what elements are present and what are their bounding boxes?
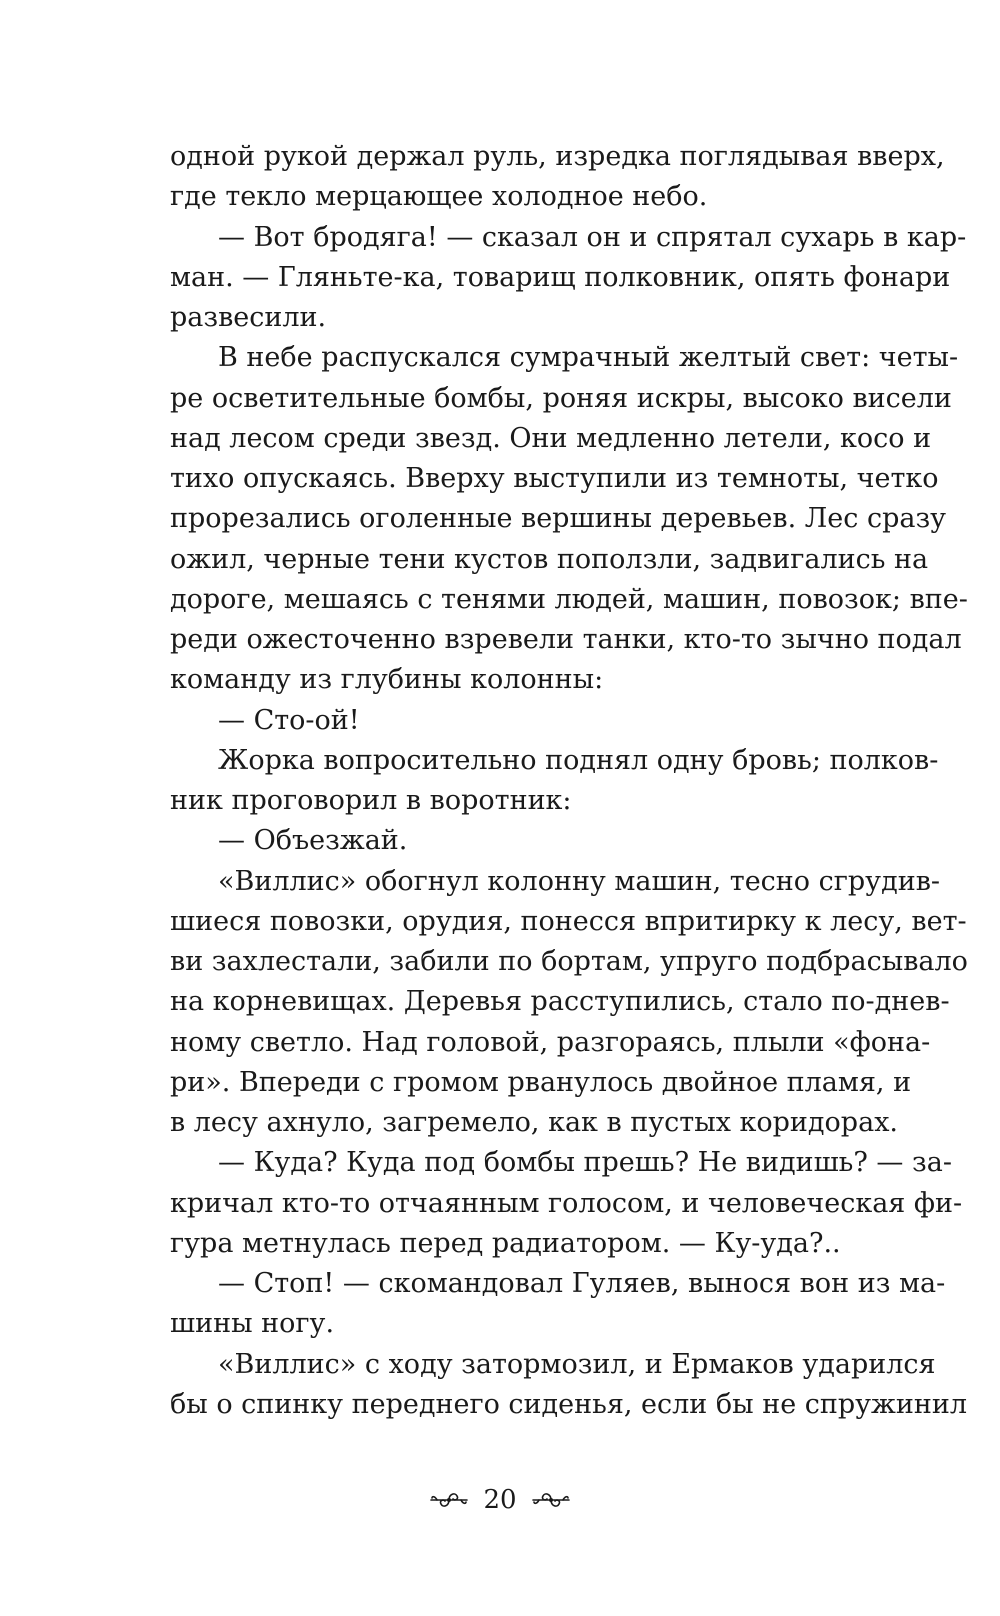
text-line: «Виллис» с ходу затормозил, и Ермаков ударился xyxy=(218,1348,936,1380)
text-line: — Стоп! — скомандовал Гуляев, вынося вон из ма- xyxy=(218,1268,946,1299)
text-line: ожил, черные тени кустов поползли, задвигались на xyxy=(170,543,929,575)
text-line: тихо опускаясь. Вверху выступили из темноты, четко xyxy=(170,463,939,494)
page-number: 20 xyxy=(483,1485,517,1515)
text-line: В небе распускался сумрачный желтый свет: четы- xyxy=(218,342,959,374)
text-line: гура метнулась перед радиатором. — Ку-уда?.. xyxy=(170,1227,841,1259)
text-line: — Объезжай. xyxy=(218,825,408,857)
text-line: ник проговорил в воротник: xyxy=(170,785,572,816)
text-line: развесили. xyxy=(170,302,327,333)
text-line: — Вот бродяга! — сказал он и спрятал сухарь в кар- xyxy=(218,221,967,253)
text-line: реди ожесточенно взревели танки, кто-то зычно подал xyxy=(170,624,962,655)
text-line: ри». Впереди с громом рванулось двойное пламя, и xyxy=(170,1066,912,1098)
right-fleuron-icon xyxy=(531,1488,571,1512)
text-line: ви захлестали, забили по бортам, упруго подбрасывало xyxy=(170,946,968,977)
text-line: — Куда? Куда под бомбы прешь? Не видишь? — за- xyxy=(218,1147,952,1179)
text-line: ре осветительные бомбы, роняя искры, высоко висели xyxy=(170,382,952,414)
text-line: одной рукой держал руль, изредка поглядывая вверх, xyxy=(170,141,945,172)
page-footer xyxy=(0,1478,1000,1522)
text-line: «Виллис» обогнул колонну машин, тесно сгрудив- xyxy=(218,865,941,897)
text-line: на корневищах. Деревья расступились, стало по-днев- xyxy=(170,986,950,1018)
text-line: — Сто-ой! xyxy=(218,704,360,736)
text-line: команду из глубины колонны: xyxy=(170,664,604,696)
text-line: в лесу ахнуло, загремело, как в пустых коридорах. xyxy=(170,1107,898,1138)
text-line: бы о спинку переднего сиденья, если бы не спружинил xyxy=(170,1388,968,1420)
text-line: дороге, мешаясь с тенями людей, машин, повозок; впе- xyxy=(170,583,968,615)
text-line: над лесом среди звезд. Они медленно летели, косо и xyxy=(170,422,932,454)
text-line: ман. — Гляньте-ка, товарищ полковник, опять фонари xyxy=(170,261,951,293)
text-line: где текло мерцающее холодное небо. xyxy=(170,181,708,213)
text-line: шиеся повозки, орудия, понесся впритирку к лесу, вет- xyxy=(170,905,967,937)
text-line: ному светло. Над головой, разгораясь, плыли «фона- xyxy=(170,1026,931,1058)
body-text xyxy=(170,137,968,1425)
text-line: Жорка вопросительно поднял одну бровь; полков- xyxy=(218,744,939,776)
text-line: прорезались оголенные вершины деревьев. Лес сразу xyxy=(170,503,947,535)
text-line: шины ногу. xyxy=(170,1308,335,1340)
text-line: кричал кто-то отчаянным голосом, и человеческая фи- xyxy=(170,1187,963,1219)
left-fleuron-icon xyxy=(429,1488,469,1512)
